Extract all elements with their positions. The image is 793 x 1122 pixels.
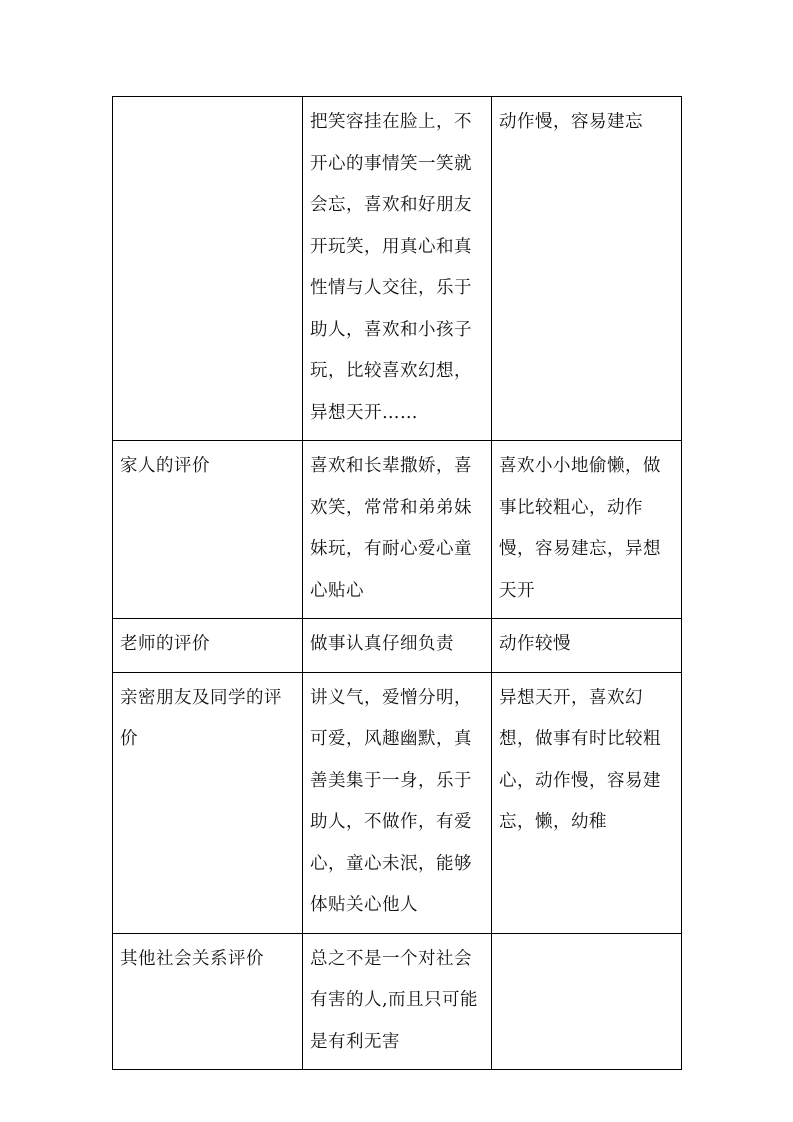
evaluation-table [112, 96, 682, 1070]
row-label-cell [113, 97, 303, 441]
strengths-cell: 把笑容挂在脸上，不开心的事情笑一笑就会忘，喜欢和好朋友开玩笑，用真心和真性情与人交往，乐于助人，喜欢和小孩子玩，比较喜欢幻想，异想天开…… [303, 97, 492, 441]
weaknesses-cell [492, 933, 682, 1070]
table-row [113, 672, 682, 933]
table-row [113, 619, 682, 673]
table-row [113, 441, 682, 619]
weaknesses-cell: 动作较慢 [492, 619, 682, 673]
strengths-cell: 做事认真仔细负责 [303, 619, 492, 673]
row-label-cell: 老师的评价 [113, 619, 303, 673]
weaknesses-cell: 动作慢，容易建忘 [492, 97, 682, 441]
table-row [113, 97, 682, 441]
row-label-cell: 家人的评价 [113, 441, 303, 619]
row-label-cell: 其他社会关系评价 [113, 933, 303, 1070]
strengths-cell: 喜欢和长辈撒娇，喜欢笑，常常和弟弟妹妹玩，有耐心爱心童心贴心 [303, 441, 492, 619]
strengths-cell: 讲义气，爱憎分明，可爱，风趣幽默，真善美集于一身，乐于助人，不做作，有爱心，童心未泯，能够体贴关心他人 [303, 672, 492, 933]
row-label-cell: 亲密朋友及同学的评价 [113, 672, 303, 933]
weaknesses-cell: 异想天开，喜欢幻想，做事有时比较粗心，动作慢，容易建忘，懒，幼稚 [492, 672, 682, 933]
weaknesses-cell: 喜欢小小地偷懒，做事比较粗心，动作慢，容易建忘，异想天开 [492, 441, 682, 619]
table-row [113, 933, 682, 1070]
strengths-cell: 总之不是一个对社会有害的人,而且只可能是有利无害 [303, 933, 492, 1070]
